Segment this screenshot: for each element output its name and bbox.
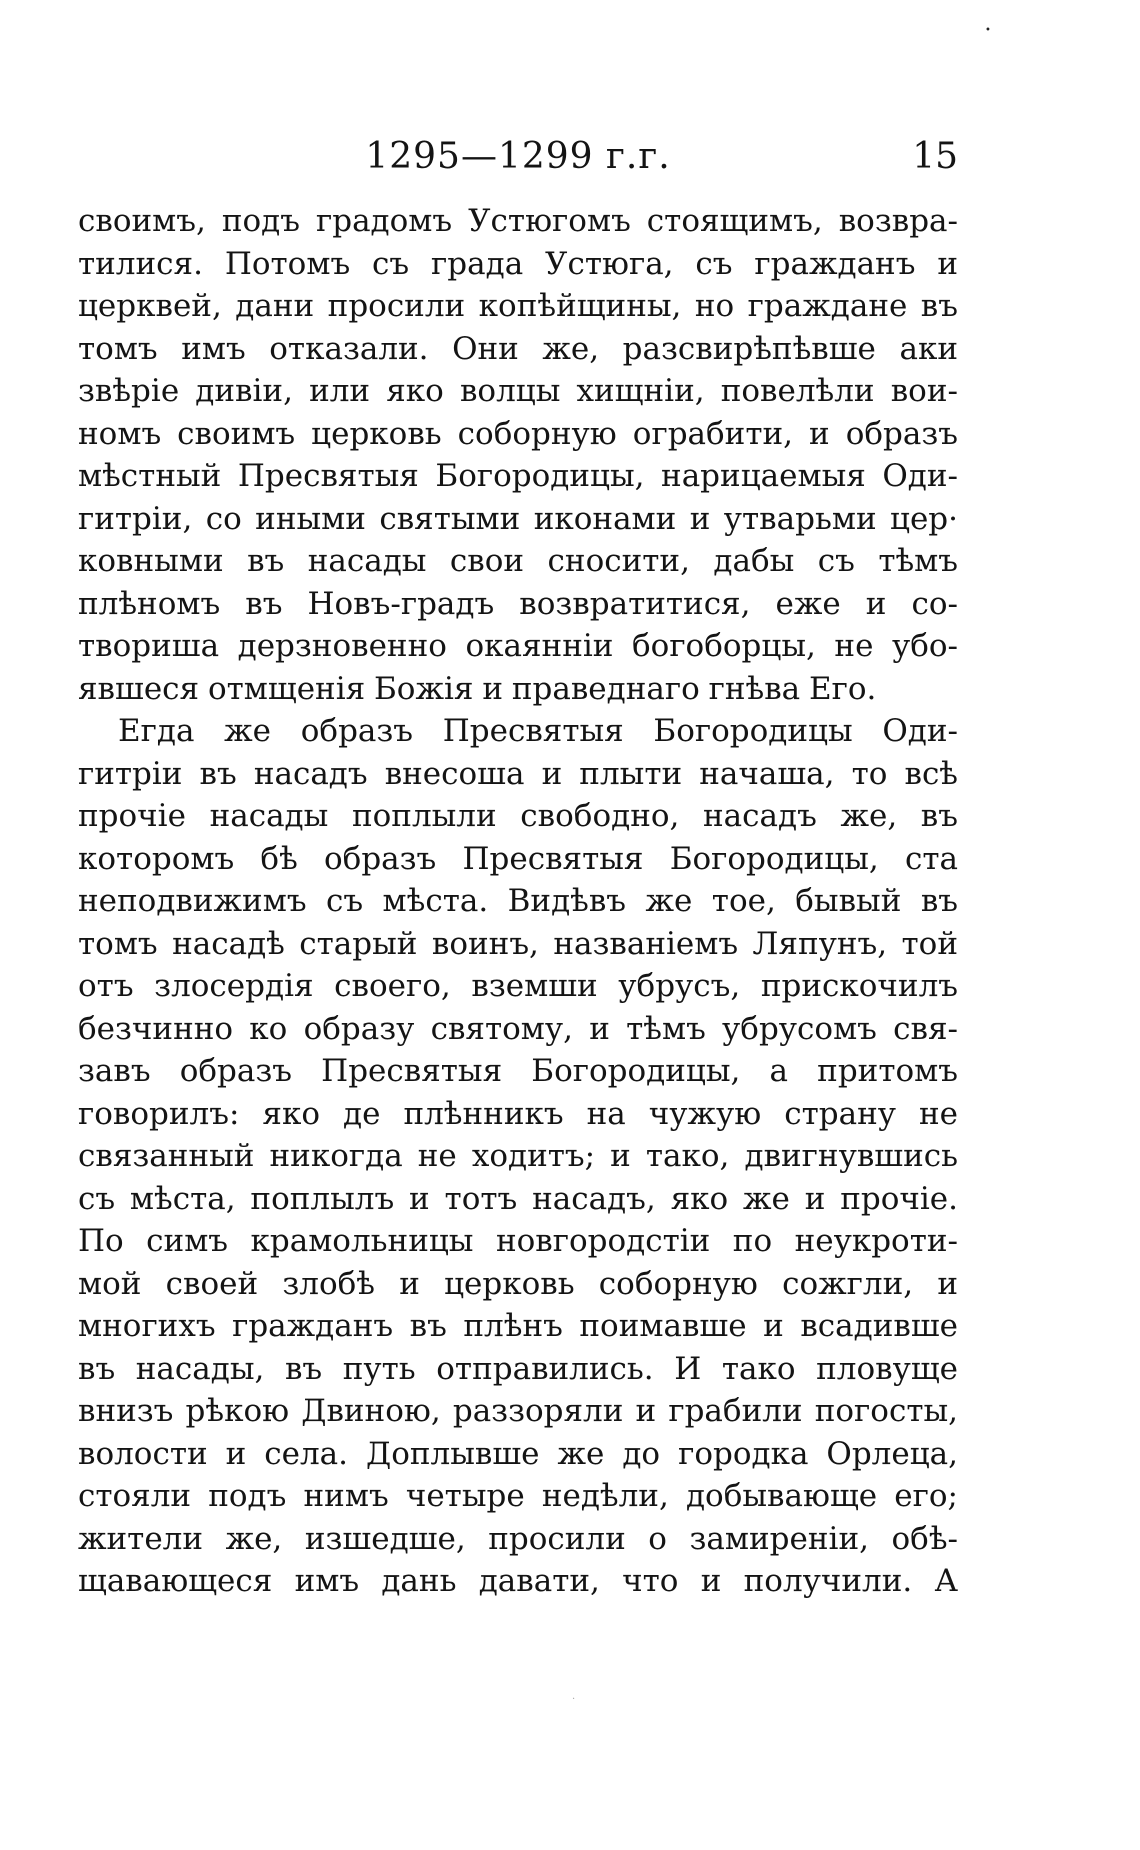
- text-line: волости и села. Доплывше же до городка Орлеца,: [78, 1435, 958, 1472]
- paragraph-last-line: явшеся отмщенія Божія и праведнаго гнѣва Его.: [78, 670, 877, 707]
- bottom-margin-mark: ·: [572, 1694, 576, 1705]
- text-line: многихъ гражданъ въ плѣнъ поимавше и всадивше: [78, 1308, 958, 1344]
- text-line: внизъ рѣкою Двиною, раззоряли и грабили погосты,: [78, 1393, 958, 1429]
- text-line: мой своей злобѣ и церковь соборную сожгли, и: [78, 1265, 958, 1302]
- text-line: въ насады, въ путь отправились. И тако пловуще: [78, 1350, 958, 1387]
- text-line: гитріи, со иными святыми иконами и утварьми цер·: [78, 500, 958, 537]
- text-line: стояли подъ нимъ четыре недѣли, добывающе его;: [78, 1478, 958, 1514]
- text-line: прочіе насады поплыли свободно, насадъ же, въ: [78, 798, 958, 834]
- text-line: своимъ, подъ градомъ Устюгомъ стоящимъ, возвра-: [78, 203, 958, 239]
- text-line: томъ имъ отказали. Они же, разсвирѣпѣвше аки: [78, 330, 958, 367]
- text-line: гитріи въ насадъ внесоша и плыти начаша, то всѣ: [78, 755, 958, 792]
- text-line: неподвижимъ съ мѣста. Видѣвъ же тое, бывый въ: [78, 883, 958, 919]
- text-line: говорилъ: яко де плѣнникъ на чужую страну не: [78, 1095, 958, 1132]
- text-line: мѣстный Пресвятыя Богородицы, нарицаемыя Оди-: [78, 458, 958, 494]
- text-line: томъ насадѣ старый воинъ, названіемъ Ляпунъ, той: [78, 925, 958, 962]
- text-line: отъ злосердія своего, вземши убрусъ, прискочилъ: [78, 968, 958, 1004]
- text-line: плѣномъ въ Новъ-градъ возвратитися, еже и со-: [78, 585, 958, 622]
- text-line: которомъ бѣ образъ Пресвятыя Богородицы, ста: [78, 840, 958, 877]
- text-line: По симъ крамольницы новгородстіи по неукроти-: [78, 1223, 958, 1259]
- text-line: ковными въ насады свои сносити, дабы съ тѣмъ: [78, 543, 958, 579]
- text-line: тилися. Потомъ съ града Устюга, съ гражданъ и: [78, 245, 958, 282]
- text-line: жители же, изшедше, просили о замиреніи, обѣ-: [78, 1520, 958, 1557]
- text-line: щавающеся имъ дань давати, что и получили. А: [78, 1563, 958, 1599]
- body-text: [78, 200, 958, 1603]
- text-line: съ мѣста, поплылъ и тотъ насадъ, яко же и прочіе.: [78, 1180, 958, 1217]
- text-line: связанный никогда не ходитъ; и тако, двигнувшись: [78, 1138, 958, 1174]
- page-number: 15: [912, 136, 958, 177]
- text-line: звѣріе дивіи, или яко волцы хищніи, повелѣли вои-: [78, 373, 958, 409]
- text-line: церквей, дани просили копѣйщины, но граждане въ: [78, 288, 958, 324]
- top-margin-mark: •: [985, 25, 991, 36]
- text-line: твориша дерзновенно окаянніи богоборцы, не убо-: [78, 628, 958, 664]
- running-head: 1295—1299 г.г.: [365, 136, 671, 177]
- paragraph-first-line: Егда же образъ Пресвятыя Богородицы Оди-: [118, 713, 958, 749]
- text-line: завъ образъ Пресвятыя Богородицы, а притомъ: [78, 1053, 958, 1089]
- text-line: номъ своимъ церковь соборную ограбити, и образъ: [78, 415, 958, 452]
- page-header: [78, 134, 958, 180]
- text-line: безчинно ко образу святому, и тѣмъ убрусомъ свя-: [78, 1010, 958, 1047]
